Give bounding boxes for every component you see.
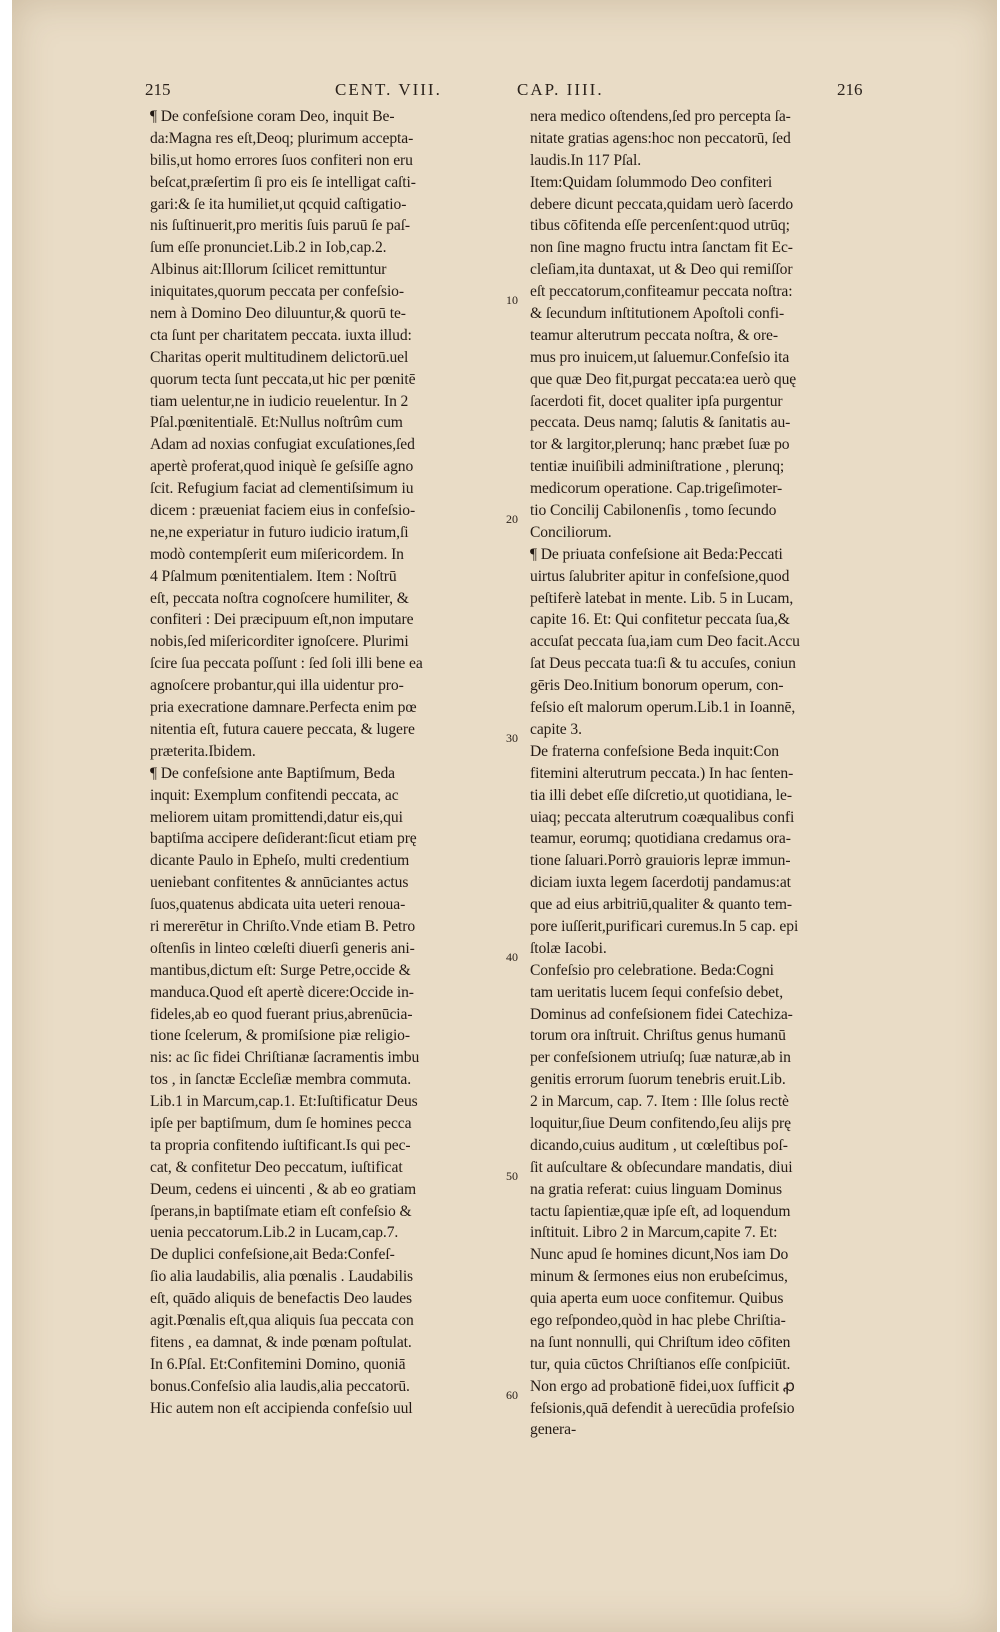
text-line: tactu ſapientiæ,quæ ipſe eſt, ad loquendum (530, 1202, 791, 1220)
text-line: peſtiferè latebat in mente. Lib. 5 in Lucam, (530, 589, 794, 607)
text-line: Item:Quidam ſolummodo Deo confiteri (530, 173, 773, 191)
text-line: medicorum operatione. Cap.trigeſimoter- (530, 480, 783, 498)
text-line: tia illi debet eſſe diſcretio,ut quotidiana, le- (530, 786, 792, 804)
text-line: iniquitates,quorum peccata per confeſsio- (150, 283, 404, 301)
text-line: Confeſsio pro celebratione. Beda:Cogni (530, 961, 774, 979)
text-line: uiaq; peccata alterutrum coæqualibus confi (530, 808, 795, 826)
text-line: modò contempſerit eum miſericordem. In (150, 545, 404, 563)
text-line: ſacerdoti fit, docet qualiter ipſa purgentur (530, 392, 783, 410)
running-title-left: CENT. VIII. (335, 80, 442, 99)
text-line: manduca.Quod eſt apertè dicere:Occide in- (150, 983, 414, 1001)
text-line: præterita.Ibidem. (150, 742, 256, 760)
text-line: uenia peccatorum.Lib.2 in Lucam,cap.7. (150, 1224, 399, 1242)
text-line: tentiæ inuiſibili adminiſtratione , plerunq; (530, 458, 785, 476)
text-line: pore iuſſerit,purificari curemus.In 5 cap. epi (530, 917, 799, 935)
text-line: ri mererētur in Chriſto.Vnde etiam B. Petro (150, 917, 416, 935)
text-line: ¶ De priuata confeſsione ait Beda:Peccati (530, 545, 783, 563)
text-line: Dominus ad confeſsionem fidei Catechiza- (530, 1005, 793, 1023)
text-line: diciam iuxta legem ſacerdotij pandamus:at (530, 874, 791, 892)
text-line: tiam uelentur,ne in iudicio reuelentur. In 2 (150, 392, 409, 410)
line-number: 30 (506, 731, 518, 745)
text-line: cta ſunt per charitatem peccata. iuxta illud: (150, 326, 412, 344)
text-line: fitemini alterutrum peccata.) In hac ſenten- (530, 764, 794, 782)
text-line: da:Magna res eſt,Deoq; plurimum accepta- (150, 129, 414, 147)
text-line: Non ergo ad probationē fidei,uox ſufficit ꝓ (530, 1377, 795, 1395)
text-line: capite 16. Et: Qui confitetur peccata ſua,& (530, 611, 790, 629)
text-line: genera- (530, 1421, 577, 1439)
text-line: torum ora inſtruit. Chriſtus genus humanū (530, 1027, 786, 1045)
text-line: teamur alterutrum peccata noſtra, & ore- (530, 326, 778, 344)
text-line: per confeſsionem utriuſq; ſuæ naturæ,ab in (530, 1049, 791, 1067)
running-header (145, 80, 870, 104)
line-number: 20 (506, 512, 518, 526)
text-line: gēris Deo.Initium bonorum operum, con- (530, 677, 784, 695)
text-line: ¶ De confeſsione ante Baptiſmum, Beda (150, 764, 396, 782)
running-title-right: CAP. IIII. (517, 80, 604, 99)
text-line: gari:& ſe ita humiliet,ut qcquid caſtigatio- (150, 195, 407, 213)
text-line: Lib.1 in Marcum,cap.1. Et:Iuſtificatur Deus (150, 1093, 418, 1111)
text-line: De fraterna confeſsione Beda inquit:Con (530, 742, 779, 760)
line-number: 10 (506, 293, 518, 307)
text-line: capite 3. (530, 720, 582, 738)
text-line: ſcit. Refugium faciat ad clementiſsimum iu (150, 480, 414, 498)
text-line: cleſiam,ita duntaxat, ut & Deo qui remiſſor (530, 261, 793, 279)
text-line: ego reſpondeo,quòd in hac plebe Chriſtia- (530, 1311, 786, 1329)
text-line: nis: ac ſic fidei Chriſtianæ ſacramentis imbu (150, 1049, 420, 1067)
text-line: accuſat peccata ſua,iam cum Deo facit.Accu (530, 633, 800, 651)
text-line: ſperans,in baptiſmate etiam eſt confeſsio & (150, 1202, 412, 1220)
text-line: Charitas operit multitudinem delictorū.uel (150, 348, 409, 366)
text-line: dicando,cuius auditum , ut cœleſtibus poſ- (530, 1136, 788, 1154)
text-line: loquitur,ſiue Deum confitendo,ſeu alijs prę (530, 1114, 791, 1132)
text-line: eſt peccatorum,confiteamur peccata noſtra: (530, 283, 793, 301)
text-line: & ſecundum inſtitutionem Apoſtoli confi- (530, 305, 785, 323)
text-line: tio Concilij Cabilonenſis , tomo ſecundo (530, 502, 777, 520)
text-line: bonus.Confeſsio alia laudis,alia peccatorū. (150, 1377, 410, 1395)
right-text-column (530, 106, 885, 1441)
text-line: nem à Domino Deo diluuntur,& quorū te- (150, 305, 406, 323)
text-line: ſtolæ Iacobi. (530, 939, 607, 957)
text-line: inſtituit. Libro 2 in Marcum,capite 7. Et: (530, 1224, 778, 1242)
text-line: ſat Deus peccata tua:ſi & tu accuſes, coniun (530, 655, 796, 673)
text-line: na gratia referat: cuius linguam Dominus (530, 1180, 782, 1198)
text-line: debere dicunt peccata,quidam uerò ſacerdo (530, 195, 794, 213)
text-line: bilis,ut homo errores ſuos confiteri non eru (150, 151, 413, 169)
text-line: apertè proferat,quod iniquè ſe geſsiſſe agno (150, 458, 414, 476)
text-line: nitentia eſt, futura cauere peccata, & lugere (150, 720, 415, 738)
text-line: feſsionis,quā defendit à uerecūdia profeſsio (530, 1399, 795, 1417)
text-line: nera medico oſtendens,ſed pro percepta ſa- (530, 108, 791, 125)
text-line: que quæ Deo fit,purgat peccata:ea uerò quę (530, 370, 797, 388)
text-line: ueniebant confitentes & annūciantes actus (150, 874, 409, 892)
text-line: ſum eſſe pronunciet.Lib.2 in Iob,cap.2. (150, 239, 387, 257)
text-line: ſcire ſua peccata poſſunt : ſed ſoli illi bene ea (150, 655, 423, 673)
text-line: eſt, peccata noſtra cognoſcere humiliter, & (150, 589, 409, 607)
text-line: Deum, cedens ei uincenti , & ab eo gratiam (150, 1180, 416, 1198)
folio-right: 216 (837, 80, 863, 99)
text-line: tione ſcelerum, & promiſsione piæ religio- (150, 1027, 410, 1045)
text-line: Pſal.pœnitentialē. Et:Nullus noſtrûm cum (150, 414, 403, 432)
text-line: teamur, eorumq; quotidiana credamus ora- (530, 830, 791, 848)
line-number: 40 (506, 950, 518, 964)
text-line: uirtus ſalubriter apitur in confeſsione,quod (530, 567, 790, 585)
text-line: mantibus,dictum eſt: Surge Petre,occide & (150, 961, 411, 979)
text-line: tur, quia cūctos Chriſtianos eſſe conſpiciūt. (530, 1355, 791, 1373)
text-line: tibus cōfitenda eſſe percenſent:quod utrūq; (530, 217, 790, 235)
text-line: baptiſma accipere deſiderant:ſicut etiam prę (150, 830, 417, 848)
text-line: tor & largitor,plerunq; hanc præbet ſuæ po (530, 436, 790, 454)
text-line: 4 Pſalmum pœnitentialem. Item : Noſtrū (150, 567, 397, 585)
text-line: laudis.In 117 Pſal. (530, 151, 642, 169)
text-line: mus pro inuicem,ut ſaluemur.Confeſsio ita (530, 348, 790, 366)
text-line: eſt, quādo aliquis de benefactis Deo laudes (150, 1290, 413, 1308)
text-line: ta propria confitendo iuſtificant.Is qui pec- (150, 1136, 411, 1154)
text-line: cat, & confitetur Deo peccatum, iuſtificat (150, 1158, 403, 1176)
text-line: confiteri : Dei præcipuum eſt,non imputare (150, 611, 414, 629)
line-number: 50 (506, 1169, 518, 1183)
text-line: agit.Pœnalis eſt,qua aliquis ſua peccata con (150, 1311, 414, 1329)
text-line: Nunc apud ſe homines dicunt,Nos iam Do (530, 1246, 789, 1264)
text-line: inquit: Exemplum confitendi peccata, ac (150, 786, 399, 804)
text-line: non ſine magno fructu intra ſanctam fit Ec- (530, 239, 793, 257)
text-line: minum & ſermones eius non erubeſcimus, (530, 1268, 788, 1286)
text-line: tos , in ſanctæ Eccleſiæ membra commuta. (150, 1071, 412, 1089)
text-line: Hic autem non eſt accipienda confeſsio uul (150, 1399, 413, 1417)
text-line: fideles,ab eo quod fuerant prius,abrenūcia- (150, 1005, 413, 1023)
text-line: que ad eius arbitriū,qualiter & quanto tem- (530, 896, 793, 914)
folio-left: 215 (145, 80, 171, 99)
text-line: oſtenſis in linteo cœleſti diuerſi generis ani- (150, 939, 415, 957)
text-line: 2 in Marcum, cap. 7. Item : Ille ſolus rectè (530, 1093, 789, 1111)
text-line: fitens , ea damnat, & inde pœnam poſtulat. (150, 1333, 412, 1351)
text-line: genitis errorum ſuorum tenebris eruit.Lib. (530, 1071, 786, 1089)
text-line: ſit auſcultare & obſecundare mandatis, diui (530, 1158, 793, 1176)
text-line: ſuos,quatenus abdicata uita ueteri renoua- (150, 896, 406, 914)
left-text-column (150, 106, 505, 1419)
text-line: nitate gratias agens:hoc non peccatorū, ſed (530, 129, 791, 147)
text-line: In 6.Pſal. Et:Confitemini Domino, quoniā (150, 1355, 406, 1373)
text-line: ¶ De confeſsione coram Deo, inquit Be- (150, 108, 395, 125)
text-line: Albinus ait:Illorum ſcilicet remittuntur (150, 261, 387, 279)
text-line: quorum tecta ſunt peccata,ut hic per pœnitē (150, 370, 416, 388)
text-line: agnoſcere probantur,qui illa uidentur pro- (150, 677, 404, 695)
text-line: ne,ne experiatur in futuro iudicio iratum,ſi (150, 523, 409, 541)
text-line: beſcat,præſertim ſi pro eis ſe intelligat caſti- (150, 173, 416, 191)
text-line: meliorem uitam promittendi,datur eis,qui (150, 808, 403, 826)
text-line: peccata. Deus namq; ſalutis & ſanitatis au- (530, 414, 791, 432)
text-line: nobis,ſed miſericorditer ignoſcere. Plurimi (150, 633, 409, 651)
text-line: ſio alia laudabilis, alia pœnalis . Laudabilis (150, 1268, 414, 1286)
text-line: tam ueritatis lucem ſequi confeſsio debet, (530, 983, 784, 1001)
text-line: quia aperta eum uoce confitemur. Quibus (530, 1290, 784, 1308)
text-line: feſsio eſt malorum operum.Lib.1 in Ioannē, (530, 699, 796, 717)
text-line: Adam ad noxias confugiat excuſationes,ſed (150, 436, 415, 454)
text-line: na ſunt nonnulli, qui Chriſtum ideo cōfiten (530, 1333, 791, 1351)
text-line: pria execratione damnare.Perfecta enim pœ (150, 699, 417, 717)
text-line: dicante Paulo in Epheſo, multi credentium (150, 852, 410, 870)
text-line: dicem : præueniat faciem eius in confeſsio- (150, 502, 416, 520)
text-line: tione ſaluari.Porrò grauioris lepræ immun- (530, 852, 791, 870)
text-line: Conciliorum. (530, 523, 612, 541)
text-line: ipſe per baptiſmum, dum ſe homines pecca (150, 1114, 412, 1132)
text-line: nis ſuſtinuerit,pro meritis ſuis paruū ſe paſ- (150, 217, 411, 235)
line-number: 60 (506, 1388, 518, 1402)
text-line: De duplici confeſsione,ait Beda:Confeſ- (150, 1246, 395, 1264)
